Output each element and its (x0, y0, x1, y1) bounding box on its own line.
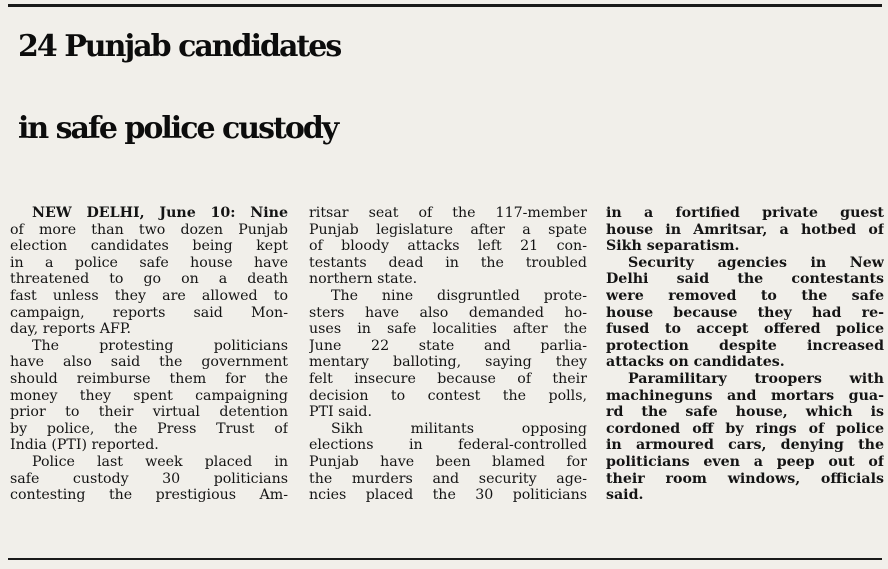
article-line: their room windows, officials (606, 470, 884, 487)
article-line: in armoured cars, denying the (606, 437, 884, 454)
article-line: day, reports AFP. (10, 321, 132, 338)
headline-line-2: in safe police custody (18, 111, 338, 146)
article-body (10, 205, 884, 553)
article-line: cordoned off by rings of police (606, 420, 884, 437)
article-column-2 (309, 205, 587, 504)
article-column-1 (10, 205, 288, 504)
article-line: threatened to go on a death (10, 271, 288, 288)
article-line: campaign, reports said Mon- (10, 304, 288, 321)
article-line: prior to their virtual detention (10, 404, 288, 421)
headline-line-1: 24 Punjab candidates (18, 29, 341, 64)
article-line: testants dead in the troubled (309, 254, 587, 271)
article-line: fused to accept offered police (606, 321, 884, 338)
article-line: in a fortified private guest (606, 205, 884, 221)
article-line: were removed to the safe (606, 287, 884, 304)
article-line: protection despite increased (606, 337, 884, 354)
article-line: ritsar seat of the 117-member (309, 205, 587, 221)
article-line: The nine disgruntled prote- (331, 287, 587, 304)
article-line: June 22 state and parlia- (309, 337, 587, 354)
article-line: of bloody attacks left 21 con- (309, 238, 587, 255)
article-line: election candidates being kept (10, 238, 288, 255)
article-line: India (PTI) reported. (10, 437, 159, 454)
article-line: Police last week placed in (32, 453, 288, 470)
article-line: attacks on candidates. (606, 354, 785, 371)
article-line: said. (606, 487, 644, 504)
article-line: Paramilitary troopers with (628, 370, 884, 387)
article-line: decision to contest the polls, (309, 387, 587, 404)
article-line: money they spent campaigning (10, 387, 288, 404)
article-line: machineguns and mortars gua- (606, 387, 884, 404)
article-line: Delhi said the contestants (606, 271, 884, 288)
bottom-rule (8, 558, 882, 560)
article-line: contesting the prestigious Am- (10, 487, 288, 504)
article-line: Sikh militants opposing (331, 420, 587, 437)
article-line: the murders and security age- (309, 470, 587, 487)
article-line: in a police safe house have (10, 254, 288, 271)
article-line: fast unless they are allowed to (10, 287, 288, 304)
article-line: ncies placed the 30 politicians (309, 487, 587, 504)
article-line: felt insecure because of their (309, 370, 587, 387)
headline (18, 6, 880, 170)
article-line: house in Amritsar, a hotbed of (606, 221, 884, 238)
article-line: safe custody 30 politicians (10, 470, 288, 487)
article-line: by police, the Press Trust of (10, 420, 288, 437)
article-line: northern state. (309, 271, 418, 288)
article-line: Security agencies in New (628, 254, 884, 271)
article-line: of more than two dozen Punjab (10, 221, 288, 238)
article-column-3 (606, 205, 884, 504)
article-line: house because they had re- (606, 304, 884, 321)
article-line: politicians even a peep out of (606, 453, 884, 470)
article-line: Punjab legislature after a spate (309, 221, 587, 238)
article-line: rd the safe house, which is (606, 404, 884, 421)
article-line: NEW DELHI, June 10: Nine (32, 205, 288, 221)
article-line: should reimburse them for the (10, 370, 288, 387)
article-line: mentary balloting, saying they (309, 354, 587, 371)
article-line: elections in federal-controlled (309, 437, 587, 454)
article-line: have also said the government (10, 354, 288, 371)
article-line: Sikh separatism. (606, 238, 740, 255)
article-line: The protesting politicians (32, 337, 288, 354)
article-line: Punjab have been blamed for (309, 453, 587, 470)
article-line: PTI said. (309, 404, 372, 421)
article-line: uses in safe localities after the (309, 321, 587, 338)
article-line: sters have also demanded ho- (309, 304, 587, 321)
